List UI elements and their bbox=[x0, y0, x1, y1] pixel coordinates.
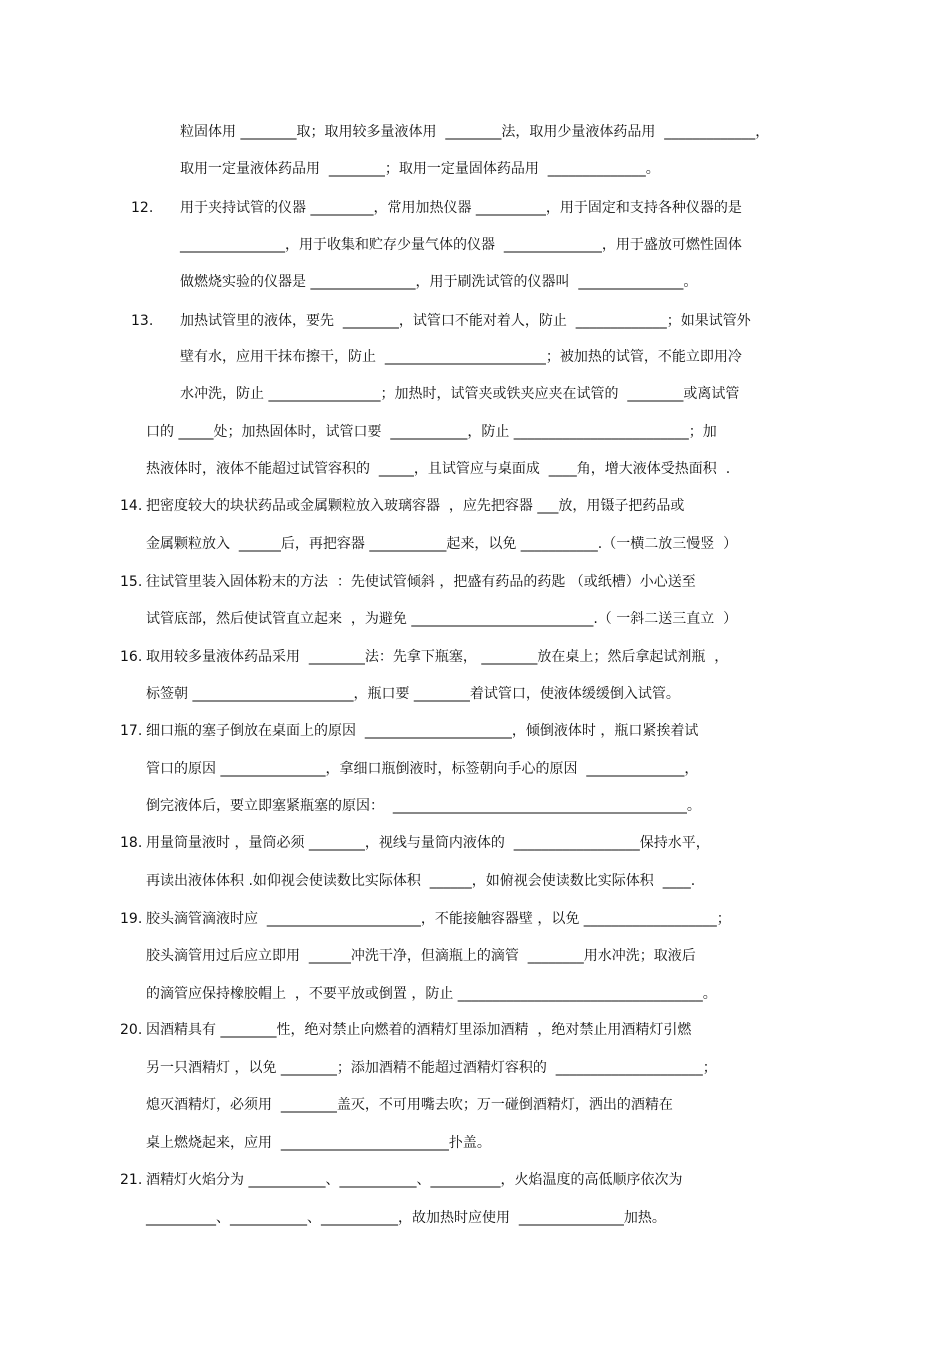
item-11-line-2: 粒固体用 ________取；取用较多量液体用 ________法，取用少量液体药品用 _____________， bbox=[180, 124, 770, 140]
item-number: 21. bbox=[120, 1172, 143, 1188]
question-line: 用于夹持试管的仪器 _________，常用加热仪器 __________，用于固定和支持各种仪器的是 bbox=[180, 200, 742, 216]
question-line: 往试管里装入固体粉末的方法 ：先使试管倾斜 ，把盛有药品的药匙 （或纸槽）小心送至 bbox=[146, 574, 696, 590]
item-11-line-3: 取用一定量液体药品用 ________；取用一定量固体药品用 ______________。 bbox=[180, 161, 660, 177]
question-line: 热液体时，液体不能超过试管容积的 _____，且试管应与桌面成 ____角，增大液体受热面积 . bbox=[146, 461, 731, 477]
question-line: 取用较多量液体药品采用 ________法：先拿下瓶塞， ________放在桌上；然后拿起试剂瓶 ， bbox=[146, 649, 729, 665]
question-line: 标签朝 _______________________，瓶口要 ________着试管口，使液体缓缓倒入试管。 bbox=[146, 686, 680, 702]
item-number: 13. bbox=[131, 313, 154, 329]
question-line: 金属颗粒放入 ______后，再把容器 ___________起来，以免 ___________.（一横二放三慢竖 ） bbox=[146, 536, 738, 552]
question-line: 酒精灯火焰分为 ___________、___________、__________，火焰温度的高低顺序依次为 bbox=[146, 1172, 683, 1188]
question-line: 细口瓶的塞子倒放在桌面上的原因 _____________________，倾倒液体时 ，瓶口紧挨着试 bbox=[146, 723, 699, 739]
item-number: 15. bbox=[120, 574, 143, 590]
question-line: 口的 _____处；加热固体时，试管口要 ___________，防止 _________________________；加 bbox=[146, 424, 717, 440]
question-line: 的滴管应保持橡胶帽上 ，不要平放或倒置 ，防止 ___________________________________。 bbox=[146, 986, 717, 1002]
question-line: 加热试管里的液体，要先 ________，试管口不能对着人，防止 _____________；如果试管外 bbox=[180, 313, 751, 329]
item-number: 16. bbox=[120, 649, 143, 665]
item-number: 12. bbox=[131, 200, 154, 216]
question-line: 倒完液体后，要立即塞紧瓶塞的原因： __________________________________________。 bbox=[146, 798, 701, 814]
question-line: 把密度较大的块状药品或金属颗粒放入玻璃容器 ，应先把容器 ___放，用镊子把药品或 bbox=[146, 498, 685, 514]
question-line: 胶头滴管用过后应立即用 ______冲洗干净，但滴瓶上的滴管 ________用水冲洗；取液后 bbox=[146, 948, 696, 964]
question-line: __________、___________、___________，故加热时应使用 _______________加热。 bbox=[146, 1210, 666, 1226]
question-line: 水冲洗，防止 ________________；加热时，试管夹或铁夹应夹在试管的 ________或离试管 bbox=[180, 386, 740, 402]
question-line: 胶头滴管滴液时应 ______________________，不能接触容器壁 ，以免 ___________________； bbox=[146, 911, 731, 927]
question-line: 做燃烧实验的仪器是 _______________，用于刷洗试管的仪器叫 _______________。 bbox=[180, 274, 698, 290]
item-number: 18. bbox=[120, 835, 143, 851]
item-number: 17. bbox=[120, 723, 143, 739]
item-number: 20. bbox=[120, 1022, 143, 1038]
question-line: 用量筒量液时 ，量筒必须 ________，视线与量筒内液体的 __________________保持水平， bbox=[146, 835, 710, 851]
question-line: 熄灭酒精灯，必须用 ________盖灭，不可用嘴去吹；万一碰倒酒精灯，洒出的酒精在 bbox=[146, 1097, 673, 1113]
question-line: 桌上燃烧起来，应用 ________________________扑盖。 bbox=[146, 1135, 491, 1151]
question-line: 因酒精具有 ________性，绝对禁止向燃着的酒精灯里添加酒精 ，绝对禁止用酒精灯引燃 bbox=[146, 1022, 692, 1038]
question-line: 管口的原因 _______________，拿细口瓶倒液时，标签朝向手心的原因 ______________， bbox=[146, 761, 699, 777]
question-line: 壁有水，应用干抹布擦干，防止 _______________________；被加热的试管，不能立即用冷 bbox=[180, 349, 742, 365]
item-number: 14. bbox=[120, 498, 143, 514]
question-line: 另一只酒精灯 ，以免 ________；添加酒精不能超过酒精灯容积的 _____________________； bbox=[146, 1060, 717, 1076]
item-number: 19. bbox=[120, 911, 143, 927]
question-line: 试管底部，然后使试管直立起来 ，为避免 __________________________.（ 一斜二送三直立 ） bbox=[146, 611, 738, 627]
question-line: _______________，用于收集和贮存少量气体的仪器 ______________，用于盛放可燃性固体 bbox=[180, 237, 742, 253]
question-line: 再读出液体体积 .如仰视会使读数比实际体积 ______，如俯视会使读数比实际体积 ____. bbox=[146, 873, 696, 889]
